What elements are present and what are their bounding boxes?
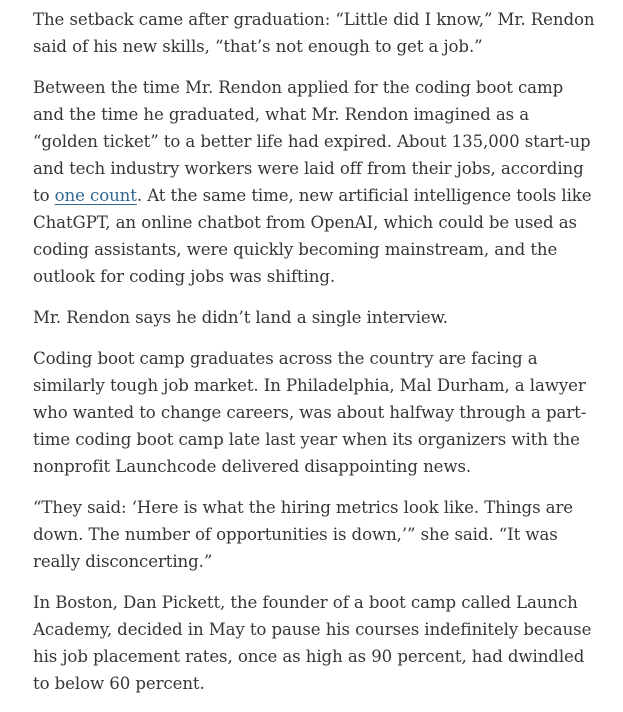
paragraph-boston: In Boston, Dan Pickett, the founder of a boot camp called Launch Academy, decided in May to pause his courses indefinitely because his job placement rates, once as high as 90 percent, had dwindled to below 60 percent. xyxy=(33,593,592,693)
paragraph-quote: “They said: ‘Here is what the hiring metrics look like. Things are down. The number of opportunities is down,’” she said. “It was really disconcerting.” xyxy=(33,498,574,571)
paragraph-job-market: Coding boot camp graduates across the country are facing a similarly tough job market. In Philadelphia, Mal Durham, a lawyer who wanted to change careers, was about halfway through a part-time coding boot camp late last year when its organizers with the nonprofit Launchcode delivered disappointing news. xyxy=(33,349,587,476)
paragraph-text: . At the same time, new artificial intelligence tools like ChatGPT, an online chatbot from OpenAI, which could be used as coding assistants, were quickly becoming mainstream, and the outlook for coding jobs was shifting. xyxy=(33,186,592,286)
paragraph-golden-ticket xyxy=(33,74,597,290)
one-count-link[interactable]: one count xyxy=(54,186,137,205)
paragraph-no-interview: Mr. Rendon says he didn’t land a single interview. xyxy=(33,308,448,327)
paragraph-text: Between the time Mr. Rendon applied for the coding boot camp and the time he graduated, what Mr. Rendon imagined as a “golden ticket” to a better life had expired. About 135,000 start-up and tech industry workers were laid off from their jobs, according to xyxy=(33,78,591,205)
paragraph-setback: The setback came after graduation: “Little did I know,” Mr. Rendon said of his new skills, “that’s not enough to get a job.” xyxy=(33,10,595,56)
